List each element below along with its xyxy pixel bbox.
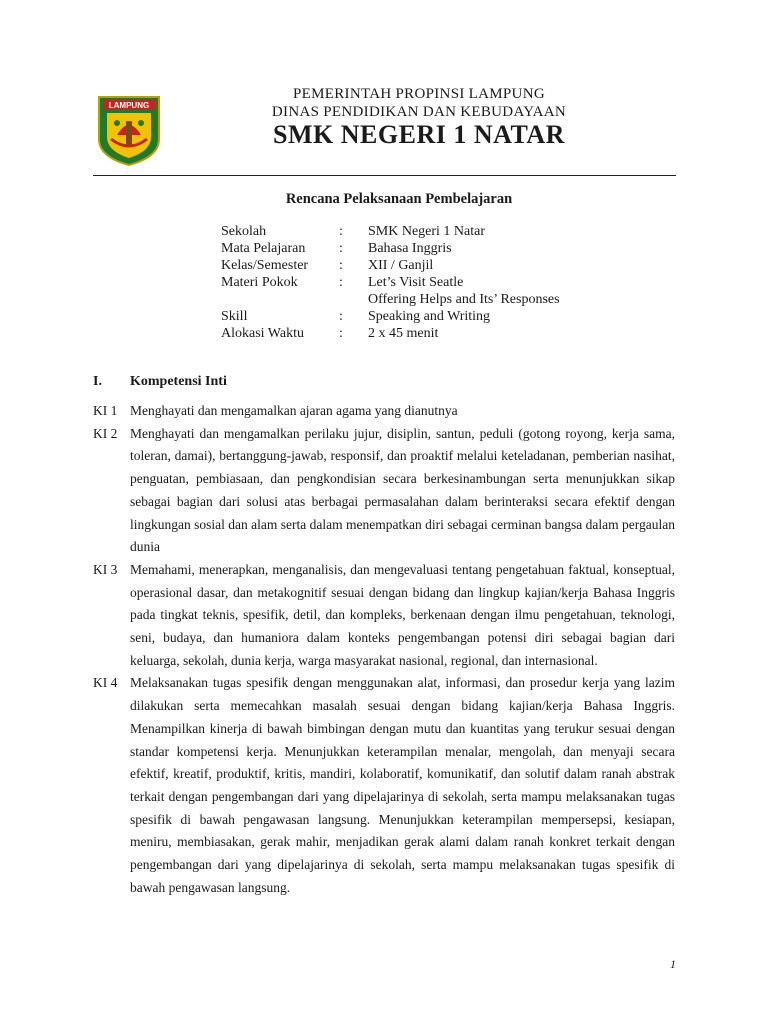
letterhead-government: PEMERINTAH PROPINSI LAMPUNG	[293, 86, 545, 102]
ki-item	[93, 400, 675, 423]
info-colon: :	[339, 309, 343, 324]
page-number: 1	[670, 957, 676, 971]
section-heading	[93, 374, 227, 390]
info-row	[221, 325, 560, 342]
ki-label: KI 1	[93, 403, 118, 418]
info-row	[221, 274, 560, 291]
info-label: Kelas/Semester	[221, 258, 309, 273]
ki-label: KI 2	[93, 425, 118, 441]
ki-label: KI 4	[93, 675, 118, 691]
info-colon: :	[339, 258, 343, 273]
ki-item	[93, 559, 675, 673]
info-value: XII / Ganjil	[368, 258, 434, 273]
ki-list	[93, 400, 675, 899]
info-label: Skill	[221, 309, 248, 324]
info-value: Let’s Visit Seatle	[368, 275, 464, 290]
section-title: Kompetensi Inti	[130, 374, 227, 389]
info-label: Mata Pelajaran	[221, 241, 306, 256]
logo-text: LAMPUNG	[108, 101, 150, 110]
info-row	[221, 240, 560, 257]
info-table	[221, 223, 560, 342]
info-colon: :	[339, 326, 343, 341]
info-colon: :	[339, 241, 343, 256]
info-label: Materi Pokok	[221, 275, 298, 290]
letterhead-divider	[93, 175, 676, 176]
info-value: 2 x 45 menit	[368, 326, 439, 341]
ki-text: Melaksanakan tugas spesifik dengan menggunakan alat, informasi, dan prosedur kerja yang lazim dilakukan serta memecahkan masalah sesuai dengan bidang kajian/kerja Bahasa Inggris. Menampilkan kinerja di bawah bimbingan dengan mutu dan kuantitas yang terukur sesuai dengan standar kompetensi kerja. Menunjukkan keterampilan menalar, mengolah, dan menyaji secara efektif, kreatif, produktif, kritis, mandiri, kolaboratif, komunikatif, dan solutif dalam ranah abstrak terkait dengan pengembangan dari yang dipelajarinya di sekolah, serta mampu melaksanakan tugas spesifik di bawah pengawasan langsung. Menunjukkan keterampilan mempersepsi, kesiapan, meniru, membiasakan, gerak mahir, menjadikan gerak alami dalam ranah konkret terkait dengan pengembangan dari yang dipelajarinya di sekolah, serta mampu melaksanakan tugas spesifik di bawah pengawasan langsung.	[130, 675, 675, 895]
info-row	[221, 291, 560, 308]
info-row	[221, 257, 560, 274]
info-row	[221, 308, 560, 325]
ki-text: Menghayati dan mengamalkan ajaran agama yang dianutnya	[130, 403, 458, 418]
info-value: Bahasa Inggris	[368, 241, 452, 256]
letterhead-school-name: SMK NEGERI 1 NATAR	[273, 120, 565, 149]
info-value: SMK Negeri 1 Natar	[368, 224, 486, 239]
ki-item	[93, 672, 675, 899]
letterhead-department: DINAS PENDIDIKAN DAN KEBUDAYAAN	[271, 104, 567, 120]
section-number: I.	[93, 374, 102, 389]
info-value: Offering Helps and Its’ Responses	[368, 292, 560, 307]
info-value: Speaking and Writing	[368, 309, 491, 324]
ki-item	[93, 423, 675, 559]
ki-text: Menghayati dan mengamalkan perilaku jujur, disiplin, santun, peduli (gotong royong, kerja sama, toleran, damai), bertanggung-jawab, responsif, dan proaktif melalui keteladanan, pemberian nasihat, penguatan, pembiasaan, dan pengkondisian secara berkesinambungan serta menunjukkan sikap sebagai bagian dari solusi atas berbagai permasalahan dalam berinteraksi secara efektif dengan lingkungan sosial dan alam serta dalam menempatkan diri sebagai cerminan bangsa dalam pergaulan dunia	[130, 425, 675, 555]
info-label: Sekolah	[221, 224, 267, 239]
document-title: Rencana Pelaksanaan Pembelajaran	[285, 191, 513, 207]
ki-text: Memahami, menerapkan, menganalisis, dan mengevaluasi tentang pengetahuan faktual, konseptual, operasional dasar, dan metakognitif sesuai dengan bidang dan lingkup kajian/kerja Bahasa Inggris pada tingkat teknis, spesifik, detil, dan kompleks, berkenaan dengan ilmu pengetahuan, teknologi, seni, budaya, dan humaniora dalam konteks pengembangan potensi diri sebagai bagian dari keluarga, sekolah, dunia kerja, warga masyarakat nasional, regional, dan internasional.	[130, 561, 675, 668]
info-colon: :	[339, 275, 343, 290]
ki-label: KI 3	[93, 561, 118, 577]
info-row	[221, 223, 560, 240]
info-colon: :	[339, 224, 343, 239]
info-label: Alokasi Waktu	[221, 326, 304, 341]
